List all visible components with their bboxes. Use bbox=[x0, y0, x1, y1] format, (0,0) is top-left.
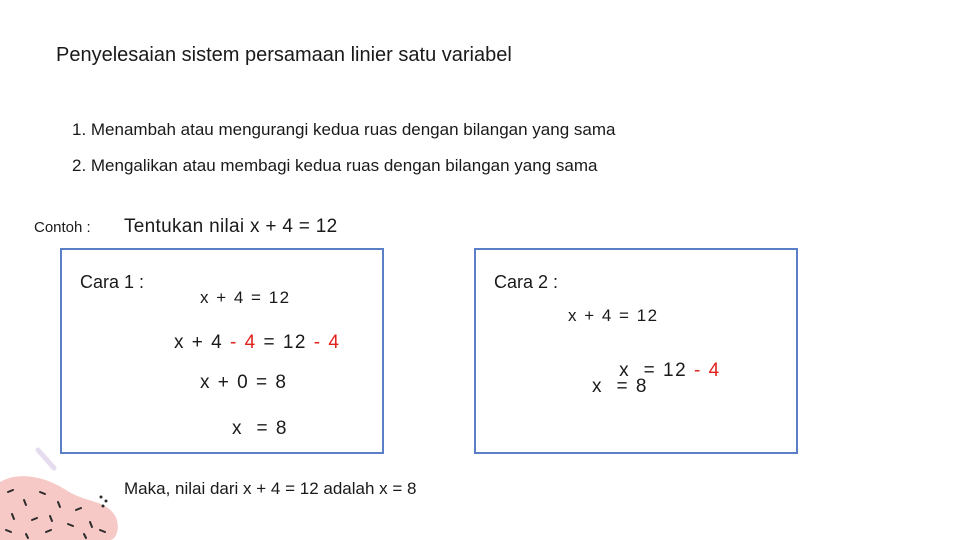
method-1-box bbox=[60, 248, 384, 454]
method-1-subtract-left: - 4 bbox=[223, 332, 257, 353]
method-2-line-1: x + 4 = 12 bbox=[568, 306, 659, 325]
method-1-label: Cara 1 : bbox=[80, 272, 145, 292]
example-task: Tentukan nilai x + 4 = 12 bbox=[124, 216, 338, 237]
conclusion-text: Maka, nilai dari x + 4 = 12 adalah x = 8 bbox=[124, 479, 417, 498]
method-1-line-2 bbox=[174, 332, 340, 354]
method-1-line-4: x = 8 bbox=[232, 418, 288, 439]
method-1-line-3: x + 0 = 8 bbox=[200, 372, 288, 393]
method-2-label: Cara 2 : bbox=[494, 272, 559, 292]
method-1-line-2-rhs: = 12 bbox=[256, 332, 307, 353]
method-1-line-1: x + 4 = 12 bbox=[200, 288, 291, 307]
method-1-line-2-lhs: x + 4 bbox=[174, 332, 224, 353]
method-2-box bbox=[474, 248, 798, 454]
method-2-subtract: - 4 bbox=[687, 360, 721, 381]
step-1: 1. Menambah atau mengurangi kedua ruas dengan bilangan yang sama bbox=[72, 120, 616, 139]
method-2-line-3: x = 8 bbox=[592, 376, 648, 397]
method-2-line-2-main: x = 12 bbox=[619, 360, 688, 381]
page-title: Penyelesaian sistem persamaan linier satu variabel bbox=[56, 44, 512, 66]
example-label: Contoh : bbox=[34, 219, 91, 236]
step-2: 2. Mengalikan atau membagi kedua ruas dengan bilangan yang sama bbox=[72, 156, 598, 175]
method-1-subtract-right: - 4 bbox=[306, 332, 341, 353]
